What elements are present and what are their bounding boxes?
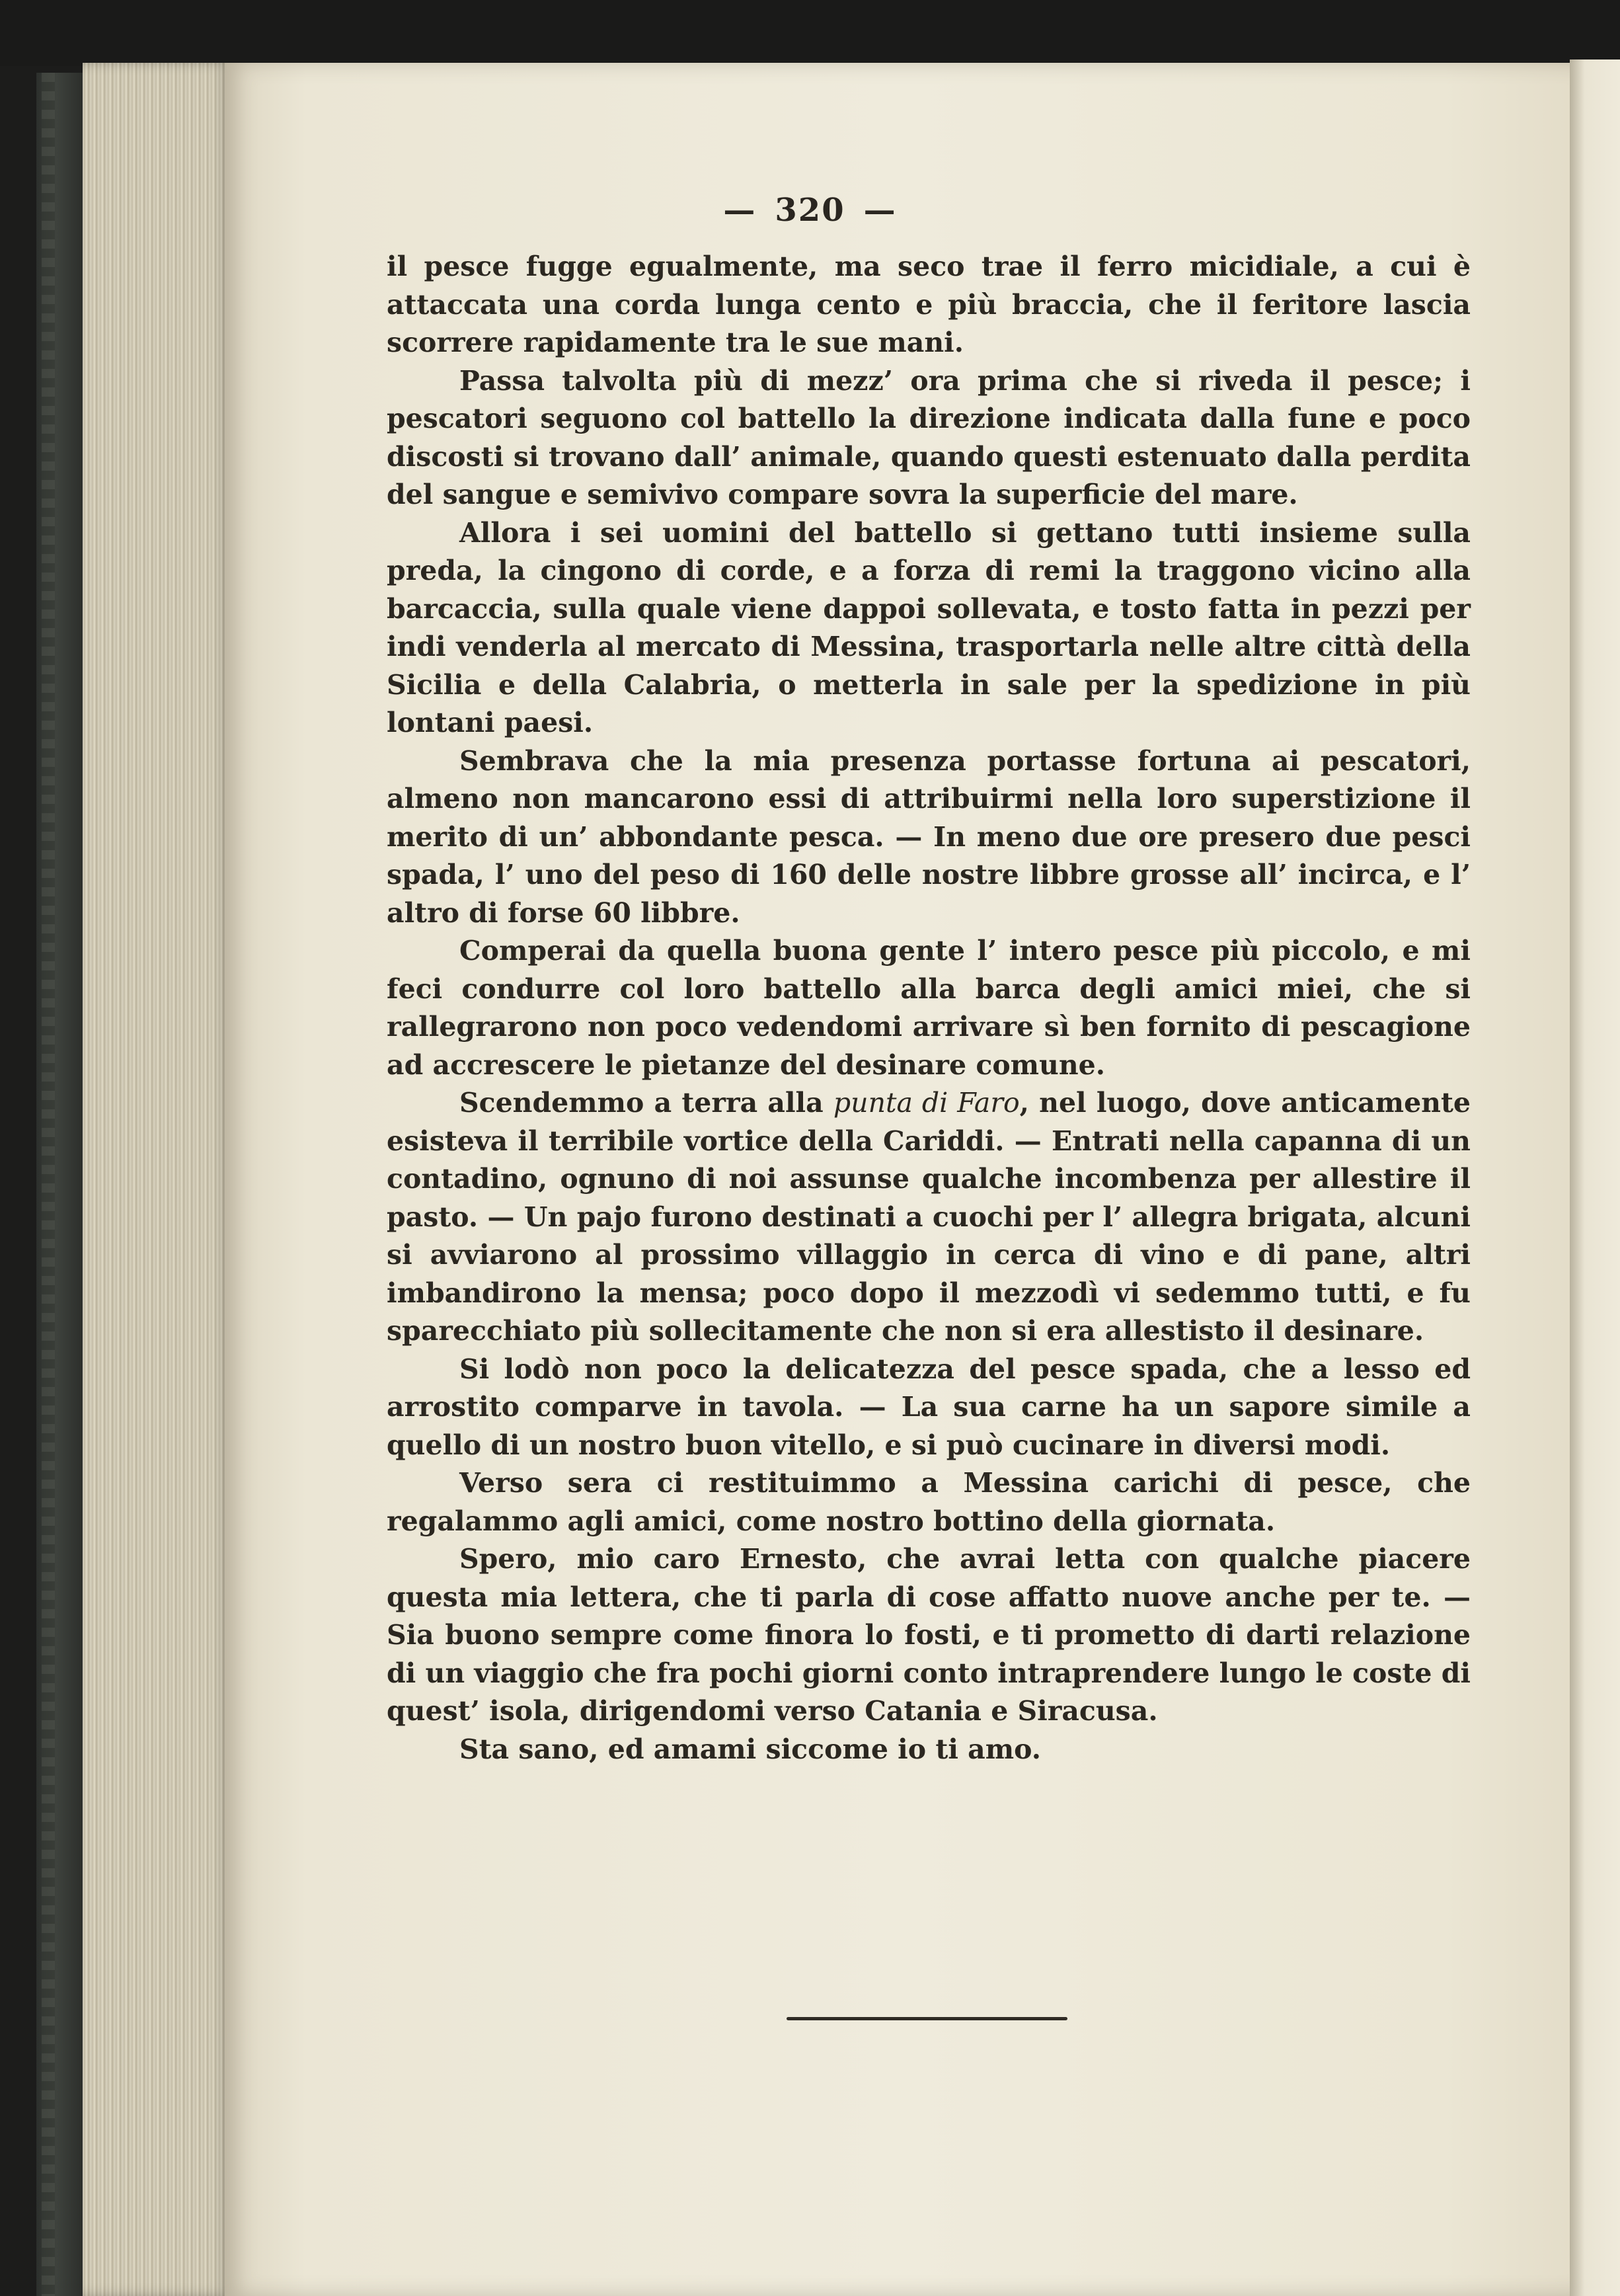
paragraph: Allora i sei uomini del battello si gettano tutti insieme sulla preda, la cingono di corde, e a forza di remi la traggono vicino alla barcaccia, sulla quale viene dappoi sollevata, e tosto fatta in pezzi per indi venderla al mercato di Messina, trasportarla nelle altre città della Sicilia e della Calabria, o metterla in sale per la spedizione in più lontani paesi. [387, 516, 1471, 738]
paragraph-text: Scendemmo a terra alla [459, 1087, 833, 1119]
page-header [0, 192, 1620, 229]
paragraph: Passa talvolta più di mezz’ ora prima che si riveda il pesce; i pescatori seguono col battello la direzione indicata dalla fune e poco discosti si trovano dall’ animale, quando questi estenuato dalla perdita del sangue e semivivo compare sovra la superficie del mare. [387, 364, 1471, 510]
place-name-italic: punta di Faro [833, 1087, 1020, 1119]
page-number: 320 [775, 192, 845, 229]
background [0, 0, 1620, 66]
paragraph: Sta sano, ed amami siccome io ti amo. [459, 1733, 1042, 1765]
paragraph: Spero, mio caro Ernesto, che avrai letta con qualche piacere questa mia lettera, che ti parla di cose affatto nuove anche per te. — Sia buono sempre come finora lo fosti, e ti prometto di darti relazione di un viaggio che fra pochi giorni conto intraprendere lungo le coste di quest’ isola, dirigendomi verso Catania e Siracusa. [387, 1543, 1471, 1727]
facing-page-edge [1570, 59, 1620, 2296]
paragraph: Verso sera ci restituimmo a Messina carichi di pesce, che regalammo agli amici, come nostro bottino della giornata. [387, 1467, 1471, 1537]
paragraph: Si lodò non poco la delicatezza del pesce spada, che a lesso ed arrostito comparve in tavola. — La sua carne ha un sapore simile a quello di un nostro buon vitello, e si può cucinare in diversi modi. [387, 1353, 1471, 1461]
header-dash-right: — [863, 192, 897, 229]
paragraph-text: , nel luogo, dove anticamente esisteva il terribile vortice della Cariddi. — Entrati nella capanna di un contadino, ognuno di noi assunse qualche incombenza per allestire il pasto. — Un pajo furono destinati a cuochi per l’ allegra brigata, alcuni si avviarono al prossimo villaggio in cerca di vino e di pane, altri imbandirono la mensa; poco dopo il mezzodì vi sedemmo tutti, e fu sparecchiato più sollecitamente che non si era allestisto il desinare. [387, 1087, 1471, 1347]
paragraph: Comperai da quella buona gente l’ intero pesce più piccolo, e mi feci condurre col loro battello alla barca degli amici miei, che si rallegrarono non poco vedendomi arrivare sì ben fornito di pescagione ad accrescere le pietanze del desinare comune. [387, 935, 1471, 1081]
paragraph: Sembrava che la mia presenza portasse fortuna ai pescatori, almeno non mancarono essi di attribuirmi nella loro superstizione il merito di un’ abbondante pesca. — In meno due ore presero due pesci spada, l’ uno del peso di 160 delle nostre libbre grosse all’ incirca, e l’ altro di forse 60 libbre. [387, 744, 1471, 929]
body-text [387, 248, 1471, 1768]
paragraph [387, 1084, 1471, 1351]
header-dash-left: — [723, 192, 757, 229]
page-edges [83, 63, 231, 2296]
paragraph: il pesce fugge egualmente, ma seco trae il ferro micidiale, a cui è attaccata una corda lunga cento e più braccia, che il feritore lascia scorrere rapidamente tra le sue mani. [387, 251, 1471, 358]
end-rule [787, 2017, 1067, 2020]
book-cover-edge [36, 73, 88, 2296]
